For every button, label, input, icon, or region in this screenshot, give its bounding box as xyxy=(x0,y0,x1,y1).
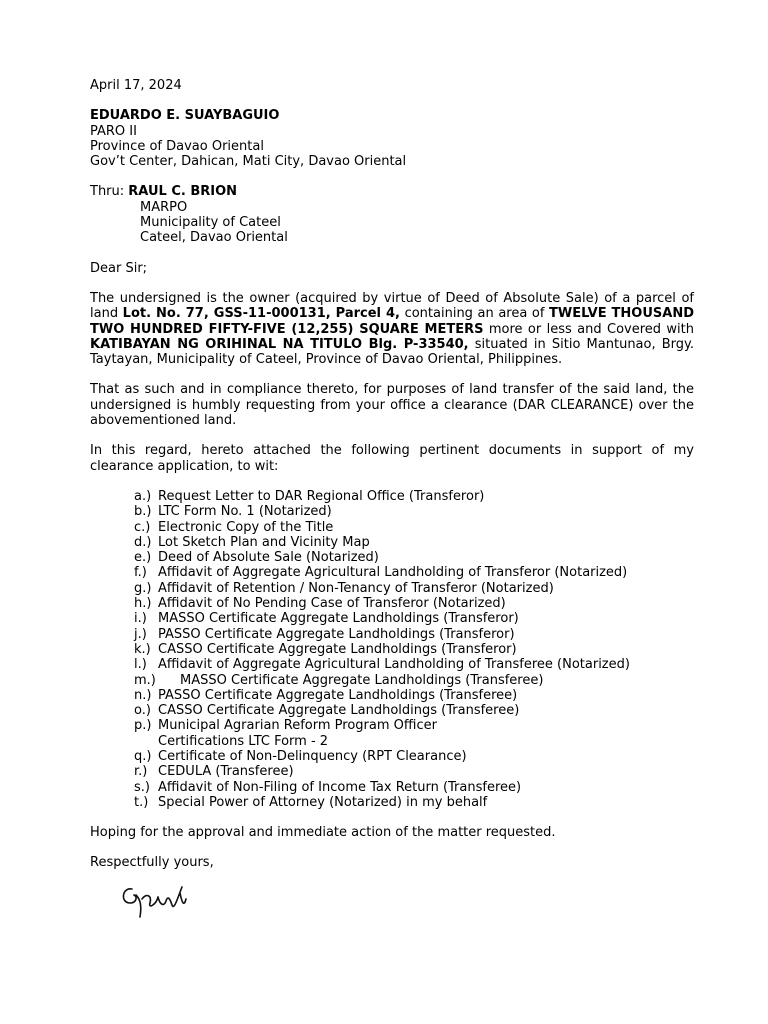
addressee-name: EDUARDO E. SUAYBAGUIO xyxy=(90,108,280,124)
list-item: c.) Electronic Copy of the Title xyxy=(134,519,334,535)
addressee-title: PARO II xyxy=(90,123,137,139)
list-item: e.) Deed of Absolute Sale (Notarized) xyxy=(134,550,379,566)
list-item: l.) Affidavit of Aggregate Agricultural Landholding of Transferee (Notarized) xyxy=(134,657,630,673)
list-item: f.) Affidavit of Aggregate Agricultural Landholding of Transferor (Notarized) xyxy=(134,565,628,581)
list-item: b.) LTC Form No. 1 (Notarized) xyxy=(134,504,332,520)
list-item: h.) Affidavit of No Pending Case of Transferor (Notarized) xyxy=(134,596,506,612)
signature-image xyxy=(118,877,198,921)
letter xyxy=(90,78,694,921)
list-item: a.) Request Letter to DAR Regional Office (Transferor) xyxy=(134,488,485,504)
list-item: t.) Special Power of Attorney (Notarized) in my behalf xyxy=(134,794,488,810)
thru-address: Cateel, Davao Oriental xyxy=(140,230,288,246)
list-item: s.) Affidavit of Non-Filing of Income Tax Return (Transferee) xyxy=(134,779,522,795)
valediction: Respectfully yours, xyxy=(90,855,214,871)
paragraph-attachments: In this regard, hereto attached the following pertinent documents in support of my clearance application, to wit: xyxy=(90,443,694,474)
letter-date: April 17, 2024 xyxy=(90,78,182,93)
list-item: i.) MASSO Certificate Aggregate Landholdings (Transferor) xyxy=(134,611,519,627)
paragraph-request: That as such and in compliance thereto, for purposes of land transfer of the said land, the undersigned is humbly requesting from your office a clearance (DAR CLEARANCE) over the abovementioned land. xyxy=(90,382,694,429)
list-item: k.) CASSO Certificate Aggregate Landholdings (Transferor) xyxy=(134,641,517,657)
list-item: p.) Municipal Agrarian Reform Program Officer Certifications LTC Form - 2 xyxy=(134,718,437,749)
addressee-block xyxy=(90,108,694,169)
list-item: r.) CEDULA (Transferee) xyxy=(134,764,294,780)
paragraph-ownership: The undersigned is the owner (acquired by virtue of Deed of Absolute Sale) of a parcel of land Lot. No. 77, GSS-11-000131, Parcel 4, containing an area of TWELVE THOUSAND TWO HUNDRED FIFTY-FIVE (12,255) SQUARE METERS more or less and Covered with KATIBAYAN NG ORIHINAL NA TITULO Blg. P-33540, situated in Sitio Mantunao, Brgy. Taytayan, Municipality of Cateel, Province of Davao Oriental, Philippines. xyxy=(90,290,695,368)
list-item: q.) Certificate of Non-Delinquency (RPT Clearance) xyxy=(134,748,467,764)
signature-area xyxy=(90,871,694,921)
list-item: m.) MASSO Certificate Aggregate Landholdings (Transferee) xyxy=(134,672,544,688)
thru-title: MARPO xyxy=(140,199,188,215)
closing-line: Hoping for the approval and immediate action of the matter requested. xyxy=(90,825,556,841)
list-item: n.) PASSO Certificate Aggregate Landholdings (Transferee) xyxy=(134,687,518,703)
list-item: g.) Affidavit of Retention / Non-Tenancy of Transferor (Notarized) xyxy=(134,580,554,596)
salutation: Dear Sir; xyxy=(90,260,148,276)
list-item: j.) PASSO Certificate Aggregate Landholdings (Transferor) xyxy=(134,626,515,642)
thru-label: Thru: xyxy=(90,184,125,200)
thru-block xyxy=(90,184,694,245)
list-item: o.) CASSO Certificate Aggregate Landholdings (Transferee) xyxy=(134,703,520,719)
thru-municipality: Municipality of Cateel xyxy=(140,215,281,231)
thru-name: RAUL C. BRION xyxy=(128,184,238,200)
addressee-province: Province of Davao Oriental xyxy=(90,138,264,154)
documents-list xyxy=(90,489,694,810)
list-item: d.) Lot Sketch Plan and Vicinity Map xyxy=(134,534,370,550)
addressee-address: Gov’t Center, Dahican, Mati City, Davao Oriental xyxy=(90,154,407,170)
